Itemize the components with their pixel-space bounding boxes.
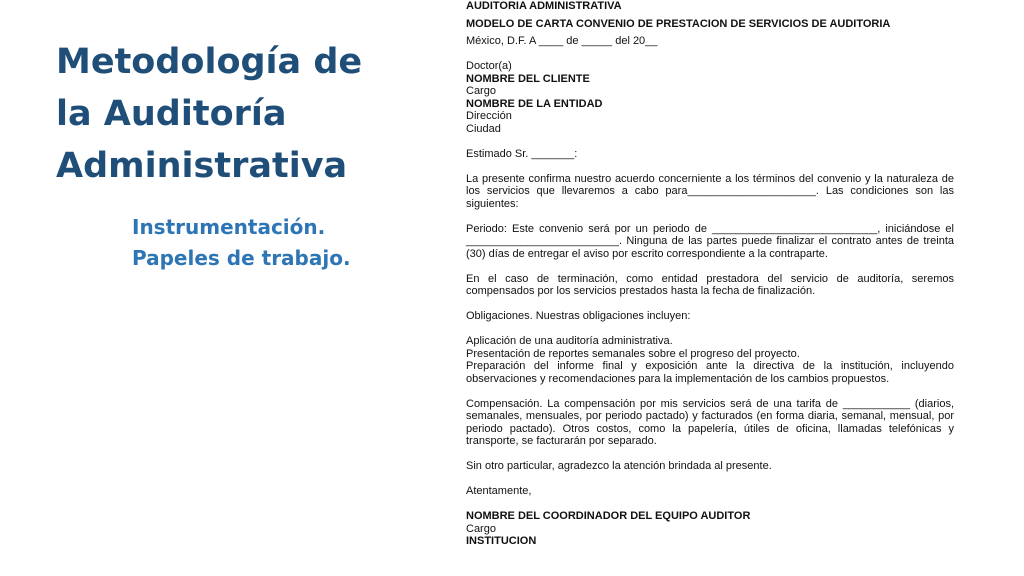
paragraph-line: Periodo: Este convenio será por un periodo de ___________________________, iniciándose el — [466, 222, 954, 235]
spacer — [466, 298, 954, 311]
spacer — [466, 260, 954, 273]
paragraph-line: compensados por los servicios prestados hasta la fecha de finalización. — [466, 285, 816, 297]
subtitle-line: Instrumentación. — [132, 215, 326, 239]
paragraph-line: _________________________. Ninguna de las partes puede finalizar el contrato antes de treinta — [466, 235, 954, 247]
paragraph-line: Compensación. La compensación por mis servicios será de una tarifa de ___________ (diarios, — [466, 397, 954, 410]
paragraph-termination — [466, 273, 954, 298]
paragraph-period — [466, 223, 954, 261]
obligations-list — [466, 335, 954, 385]
slide-subtitle — [132, 212, 351, 274]
spacer — [466, 498, 954, 511]
paragraph-line: los servicios que llevaremos a cabo para_____________________. Las condiciones son las — [466, 185, 954, 197]
spacer — [466, 210, 954, 223]
letter-heading: AUDITORIA ADMINISTRATIVA — [466, 0, 622, 12]
slide-title-line: la Auditoría — [56, 94, 287, 134]
obligations-heading: Obligaciones. Nuestras obligaciones incluyen: — [466, 310, 691, 322]
obligation-item: Presentación de reportes semanales sobre el progreso del proyecto. — [466, 347, 800, 360]
paragraph-line: (30) días de entregar el aviso por escrito correspondiente a la contraparte. — [466, 247, 828, 260]
subtitle-line: Papeles de trabajo. — [132, 246, 351, 270]
entity-name: NOMBRE DE LA ENTIDAD — [466, 97, 603, 110]
recipient-city: Ciudad — [466, 122, 501, 135]
date-line: México, D.F. A ____ de _____ del 20__ — [466, 35, 658, 47]
paragraph-line: siguientes: — [466, 197, 519, 210]
paragraph-line: En el caso de terminación, como entidad prestadora del servicio de auditoría, seremos — [466, 272, 954, 285]
obligation-item: Preparación del informe final y exposición ante la directiva de la institución, incluyendo — [466, 360, 954, 372]
letter-document — [466, 0, 954, 576]
slide-title-line: Administrativa — [56, 146, 348, 186]
paragraph-agreement — [466, 173, 954, 211]
spacer — [466, 473, 954, 486]
spacer — [466, 135, 954, 148]
slide-title — [56, 36, 396, 192]
greeting: Estimado Sr. _______: — [466, 147, 578, 160]
spacer — [466, 48, 954, 61]
paragraph-line: La presente confirma nuestro acuerdo concerniente a los términos del convenio y la naturaleza de — [466, 172, 954, 185]
recipient-cargo: Cargo — [466, 85, 496, 97]
client-name: NOMBRE DEL CLIENTE — [466, 72, 590, 85]
recipient-address: Dirección — [466, 110, 512, 122]
paragraph-line: periodo pactado). Otros costos, como la papelería, útiles de oficina, llamadas telefónicas y — [466, 422, 954, 435]
coordinator-cargo: Cargo — [466, 522, 496, 535]
slide-title-line: Metodología de — [56, 42, 363, 82]
obligation-item: Aplicación de una auditoría administrativa. — [466, 335, 673, 347]
spacer — [466, 160, 954, 173]
paragraph-line: transporte, se facturarán por separado. — [466, 435, 657, 447]
closing-line: Sin otro particular, agradezco la atención brindada al presente. — [466, 460, 772, 472]
spacer — [466, 323, 954, 336]
spacer — [466, 448, 954, 461]
letter-subheading: MODELO DE CARTA CONVENIO DE PRESTACION DE SERVICIOS DE AUDITORIA — [466, 17, 891, 30]
paragraph-compensation — [466, 398, 954, 448]
spacer — [466, 385, 954, 398]
sign-off: Atentamente, — [466, 485, 532, 497]
paragraph-line: semanales, mensuales, por periodo pactado) y facturados (en forma diaria, semanal, mensual, por — [466, 410, 954, 422]
institution-name: INSTITUCION — [466, 535, 537, 547]
recipient-title: Doctor(a) — [466, 60, 512, 72]
coordinator-name: NOMBRE DEL COORDINADOR DEL EQUIPO AUDITOR — [466, 510, 751, 522]
obligation-item: observaciones y recomendaciones para la implementación de los cambios propuestos. — [466, 372, 890, 385]
